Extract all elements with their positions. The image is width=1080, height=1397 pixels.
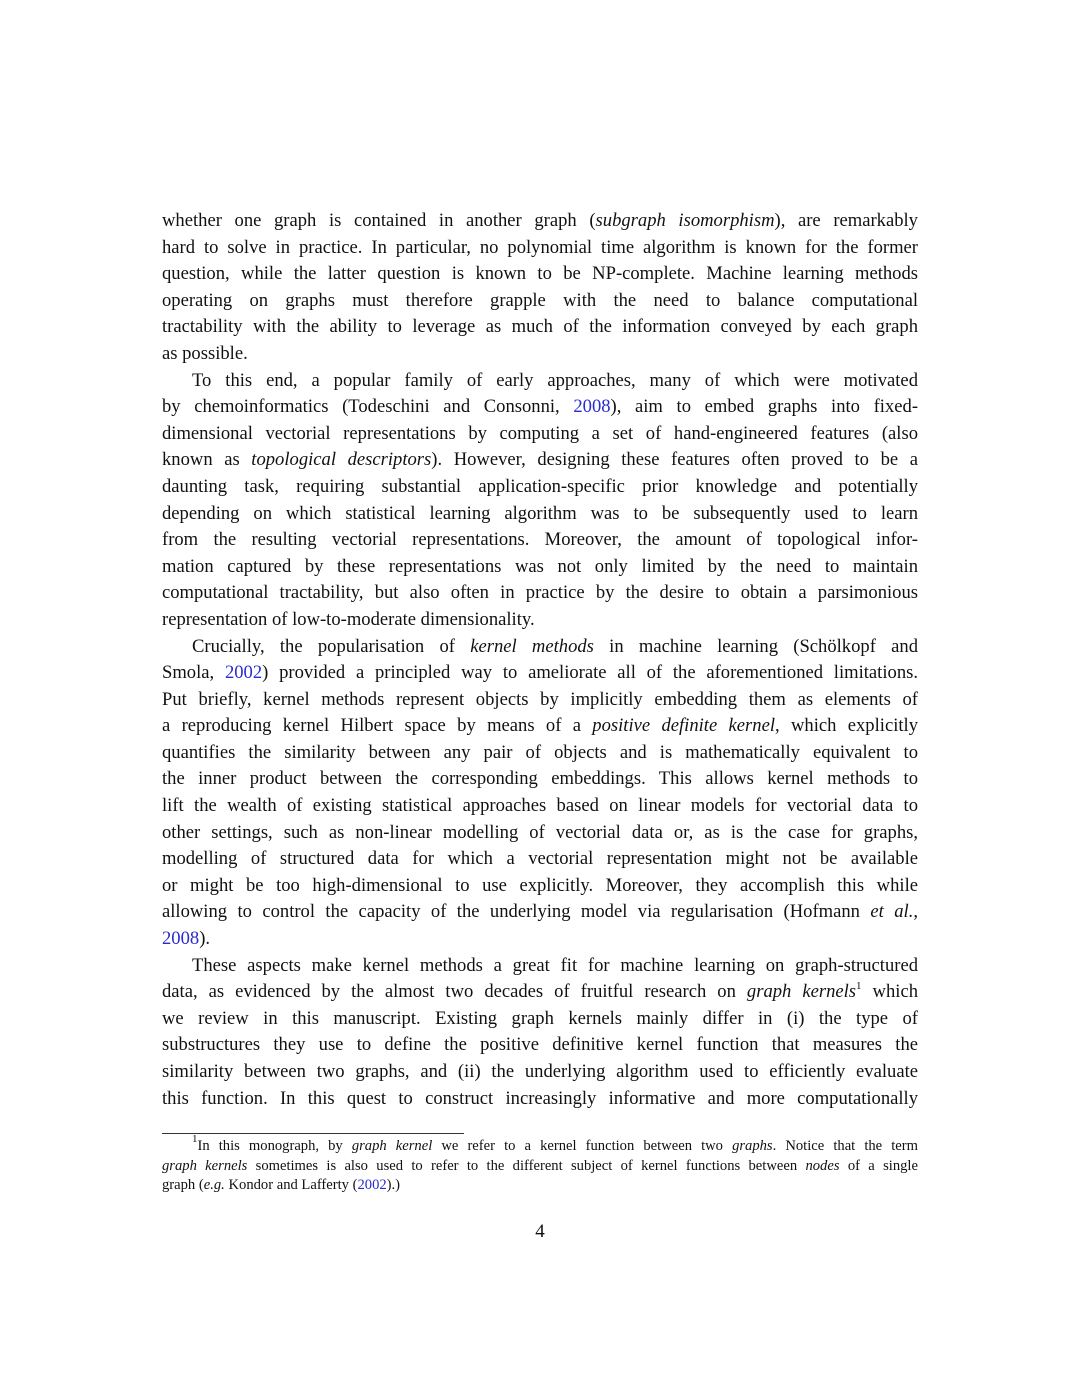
italic-term: nodes <box>805 1157 840 1174</box>
text-run: To this end, a popular family of early approaches, many of which were motivated <box>192 369 918 391</box>
text-line <box>162 953 918 980</box>
text-line <box>162 1006 918 1033</box>
text-run: in machine learning (Schölkopf and <box>593 635 918 657</box>
text-line <box>162 474 918 501</box>
text-run: the inner product between the corresponding embeddings. This allows kernel methods to <box>162 768 918 790</box>
text-line <box>162 580 918 607</box>
text-line <box>162 607 918 634</box>
text-run: mation captured by these representations was not only limited by the need to maintain <box>162 555 918 577</box>
text-run: we review in this manuscript. Existing graph kernels mainly differ in (i) the type of <box>162 1007 918 1029</box>
text-run: modelling of structured data for which a vectorial representation might not be available <box>162 848 918 870</box>
text-run: ), are remarkably <box>774 210 918 231</box>
text-run: sometimes is also used to refer to the different subject of kernel functions between <box>247 1157 806 1174</box>
citation-link[interactable]: 2008 <box>162 928 200 950</box>
text-line <box>162 447 918 474</box>
text-line <box>162 235 918 262</box>
page-number: 4 <box>535 1221 545 1242</box>
text-run: computational tractability, but also often in practice by the desire to obtain a parsimonious <box>162 582 918 604</box>
footnote <box>162 1133 918 1196</box>
italic-term: graph kernel <box>351 1138 433 1154</box>
italic-term: graph kernels <box>746 981 857 1003</box>
text-run: ) provided a principled way to ameliorate all of the aforementioned limitations. <box>262 662 918 684</box>
text-run: ). <box>199 928 211 950</box>
text-run: as possible. <box>162 342 248 364</box>
text-run: substructures they use to define the positive definitive kernel function that measures the <box>162 1034 918 1056</box>
text-run: dimensional vectorial representations by computing a set of hand-engineered features (also <box>162 422 918 444</box>
text-run: of a single <box>839 1157 918 1174</box>
italic-term: e.g. <box>203 1177 225 1193</box>
text-run: a reproducing kernel Hilbert space by means of a <box>162 715 593 737</box>
text-run: this function. In this quest to construct increasingly informative and more computationally <box>162 1087 918 1109</box>
text-run: quantifies the similarity between any pair of objects and is mathematically equivalent to <box>162 741 918 763</box>
footnote-line <box>162 1176 918 1196</box>
text-run: known as <box>162 449 252 471</box>
text-run: question, while the latter question is known to be NP-complete. Machine learning methods <box>162 263 918 285</box>
text-line <box>162 341 918 368</box>
citation-link[interactable]: 2002 <box>357 1177 387 1193</box>
text-line <box>162 846 918 873</box>
text-run: In this monograph, by <box>197 1138 352 1154</box>
text-run: lift the wealth of existing statistical approaches based on linear models for vectorial data to <box>162 795 918 817</box>
text-run: depending on which statistical learning algorithm was to be subsequently used to learn <box>162 502 918 524</box>
citation-link[interactable]: 2002 <box>224 662 263 684</box>
text-line <box>162 740 918 767</box>
text-run: Put briefly, kernel methods represent objects by implicitly embedding them as elements of <box>162 688 918 710</box>
footnote-marker: 1 <box>192 1133 198 1145</box>
text-run: graph ( <box>162 1177 204 1193</box>
text-run: allowing to control the capacity of the underlying model via regularisation (Hofmann <box>162 901 871 923</box>
text-run: ), aim to embed graphs into fixed- <box>610 396 919 418</box>
text-run: representation of low-to-moderate dimensionality. <box>162 608 535 630</box>
italic-term: topological descriptors <box>251 449 432 471</box>
text-line <box>162 1032 918 1059</box>
text-run: from the resulting vectorial representations. Moreover, the amount of topological infor- <box>162 529 918 551</box>
text-run: Smola, <box>162 662 225 684</box>
text-run: operating on graphs must therefore grapple with the need to balance computational <box>162 289 918 311</box>
text-line <box>162 713 918 740</box>
text-line <box>162 793 918 820</box>
text-run: or might be too high-dimensional to use explicitly. Moreover, they accomplish this while <box>162 874 918 896</box>
text-line <box>162 926 918 953</box>
text-run: by chemoinformatics (Todeschini and Consonni, <box>162 396 574 418</box>
text-line <box>162 368 918 395</box>
italic-term: graphs <box>732 1138 773 1154</box>
text-line <box>162 1086 918 1113</box>
body-text <box>162 208 918 1112</box>
italic-term: positive definite kernel <box>592 715 776 737</box>
text-line <box>162 208 918 235</box>
text-line <box>162 660 918 687</box>
text-run: which <box>861 981 918 1003</box>
footnote-marker: 1 <box>856 980 862 993</box>
text-run: hard to solve in practice. In particular, no polynomial time algorithm is known for the former <box>162 236 918 258</box>
italic-term: et al. <box>870 901 914 923</box>
text-run: Crucially, the popularisation of <box>192 635 471 657</box>
footnote-rule <box>162 1133 464 1134</box>
text-run: other settings, such as non-linear modelling of vectorial data or, as is the case for graphs, <box>162 821 918 843</box>
text-line <box>162 421 918 448</box>
text-run: . Notice that the term <box>772 1138 918 1154</box>
text-run: data, as evidenced by the almost two decades of fruitful research on <box>162 981 747 1003</box>
italic-term: subgraph isomorphism <box>595 210 775 231</box>
footnote-line <box>162 1157 918 1177</box>
citation-link[interactable]: 2008 <box>573 396 611 418</box>
text-run: ). However, designing these features often proved to be a <box>431 449 918 471</box>
text-run: , <box>913 901 919 923</box>
text-run: whether one graph is contained in another graph ( <box>162 210 596 231</box>
text-run: , which explicitly <box>775 715 918 737</box>
text-line <box>162 527 918 554</box>
text-run: tractability with the ability to leverage as much of the information conveyed by each graph <box>162 316 918 338</box>
text-line <box>162 314 918 341</box>
text-line <box>162 634 918 661</box>
italic-term: kernel methods <box>470 635 594 657</box>
text-run: Kondor and Lafferty ( <box>224 1177 358 1193</box>
text-line <box>162 766 918 793</box>
text-run: we refer to a kernel function between two <box>432 1138 733 1154</box>
text-run: similarity between two graphs, and (ii) the underlying algorithm used to efficiently evaluate <box>162 1061 918 1082</box>
text-line <box>162 261 918 288</box>
italic-term: graph kernels <box>162 1157 248 1174</box>
text-line <box>162 873 918 900</box>
text-line <box>162 394 918 421</box>
text-run: ).) <box>386 1177 401 1193</box>
text-run: daunting task, requiring substantial application-specific prior knowledge and potentially <box>162 475 918 497</box>
text-line <box>162 979 918 1006</box>
text-line <box>162 501 918 528</box>
text-run: These aspects make kernel methods a great fit for machine learning on graph-structured <box>192 954 918 976</box>
text-line <box>162 554 918 581</box>
text-line <box>162 288 918 315</box>
footnote-line <box>162 1133 918 1157</box>
text-line <box>162 899 918 926</box>
text-line <box>162 1059 918 1086</box>
text-line <box>162 820 918 847</box>
text-line <box>162 687 918 714</box>
